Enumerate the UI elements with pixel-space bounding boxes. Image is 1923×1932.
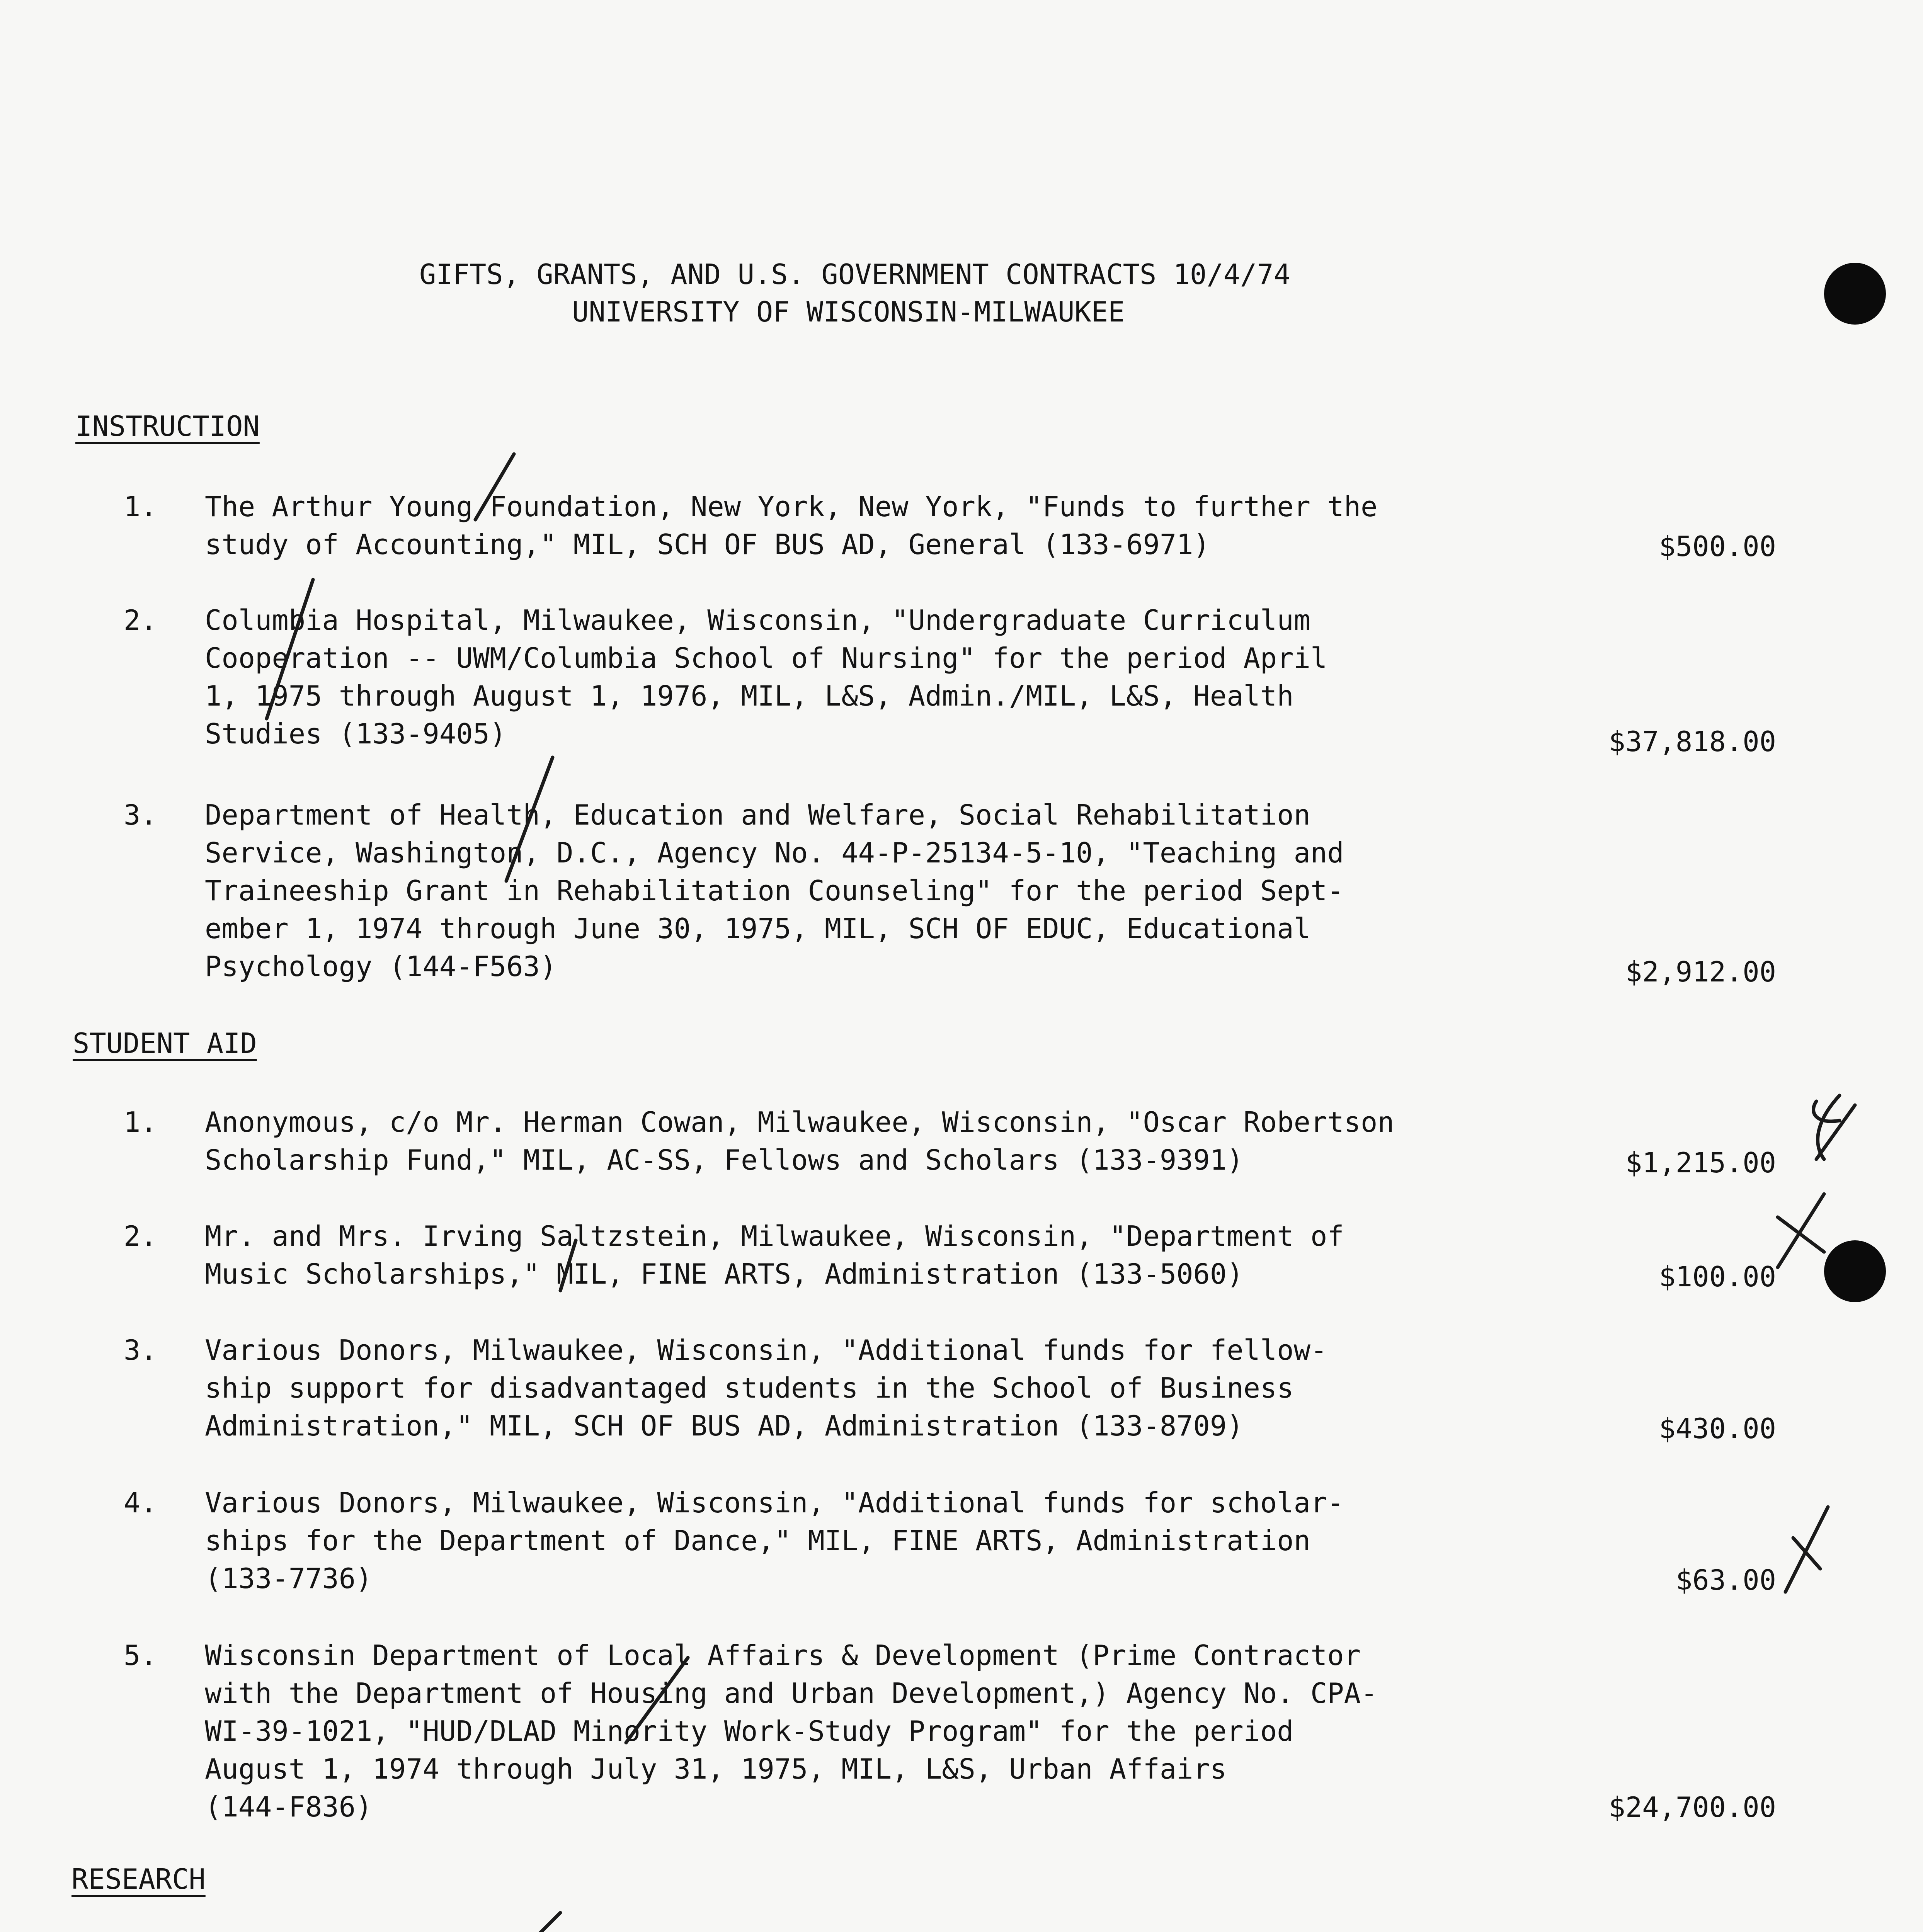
item-number: 3. [124, 1334, 157, 1366]
item-amount: $63.00 [1675, 1564, 1776, 1596]
item-description: Wisconsin Department of Local Affairs & Development (Prime Contractor with the Department of Housing and Urban Development,) Agency No. CPA- WI-39-1021, "HUD/DLAD Minority Work-Study Program" for the period August 1, 1974 through July 31, 1975, MIL, L&S, Urban Affairs (144-F836) [205, 1639, 1378, 1823]
item-description: Mr. and Mrs. Irving Saltzstein, Milwaukee, Wisconsin, "Department of Music Scholarships," MIL, FINE ARTS, Administration (133-5060) [205, 1220, 1344, 1290]
item-amount: $24,700.00 [1608, 1791, 1776, 1823]
margin-tally-mark [1785, 1507, 1828, 1592]
item-number: 5. [124, 1639, 157, 1672]
item-number: 3. [124, 799, 157, 831]
document-subtitle: UNIVERSITY OF WISCONSIN-MILWAUKEE [572, 296, 1125, 328]
item-amount: $500.00 [1659, 530, 1776, 563]
margin-tally-mark [1814, 1095, 1855, 1159]
check-mark [560, 1240, 576, 1291]
item-amount: $430.00 [1659, 1412, 1776, 1445]
document-title: GIFTS, GRANTS, AND U.S. GOVERNMENT CONTRACTS 10/4/74 [419, 258, 1291, 291]
item-description: Anonymous, c/o Mr. Herman Cowan, Milwaukee, Wisconsin, "Oscar Robertson Scholarship Fund," MIL, AC-SS, Fellows and Scholars (133-9391) [205, 1106, 1394, 1176]
check-mark [267, 580, 313, 719]
check-mark [506, 757, 553, 881]
item-amount: $37,818.00 [1608, 725, 1776, 758]
item-number: 2. [124, 604, 157, 636]
check-mark [626, 1658, 688, 1743]
item-description: Various Donors, Milwaukee, Wisconsin, "Additional funds for scholar- ships for the Department of Dance," MIL, FINE ARTS, Administration (133-7736) [205, 1486, 1344, 1595]
item-description: The Arthur Young Foundation, New York, New York, "Funds to further the study of Accounting," MIL, SCH OF BUS AD, General (133-6971) [205, 490, 1378, 561]
item-amount: $2,912.00 [1625, 956, 1776, 988]
item-number: 1. [124, 490, 157, 523]
item-number: 1. [124, 1106, 157, 1138]
item-description: Columbia Hospital, Milwaukee, Wisconsin, "Undergraduate Curriculum Cooperation -- UWM/Columbia School of Nursing" for the period April 1, 1975 through August 1, 1976, MIL, L&S, Admin./MIL, L&S, Health Studies (133-9405) [205, 604, 1327, 750]
check-mark [499, 1913, 560, 1932]
section-heading-research: RESEARCH [71, 1863, 206, 1895]
item-description: Various Donors, Milwaukee, Wisconsin, "Additional funds for fellow- ship support for disadvantaged students in the School of Business Administration," MIL, SCH OF BUS AD, Administration (133-8709) [205, 1334, 1327, 1442]
margin-tally-mark [1778, 1194, 1824, 1267]
item-number: 4. [124, 1486, 157, 1519]
item-amount: $1,215.00 [1625, 1146, 1776, 1179]
section-heading-instruction: INSTRUCTION [75, 410, 260, 442]
item-description: Department of Health, Education and Welfare, Social Rehabilitation Service, Washington, D.C., Agency No. 44-P-25134-5-10, "Teaching and Traineeship Grant in Rehabilitation Counseling" for the period Sept- ember 1, 1974 through June 30, 1975, MIL, SCH OF EDUC, Educational Psychology (144-F563) [205, 799, 1344, 983]
section-heading-student-aid: STUDENT AID [73, 1027, 257, 1060]
item-amount: $100.00 [1659, 1260, 1776, 1293]
check-mark [475, 454, 514, 520]
item-number: 2. [124, 1220, 157, 1252]
